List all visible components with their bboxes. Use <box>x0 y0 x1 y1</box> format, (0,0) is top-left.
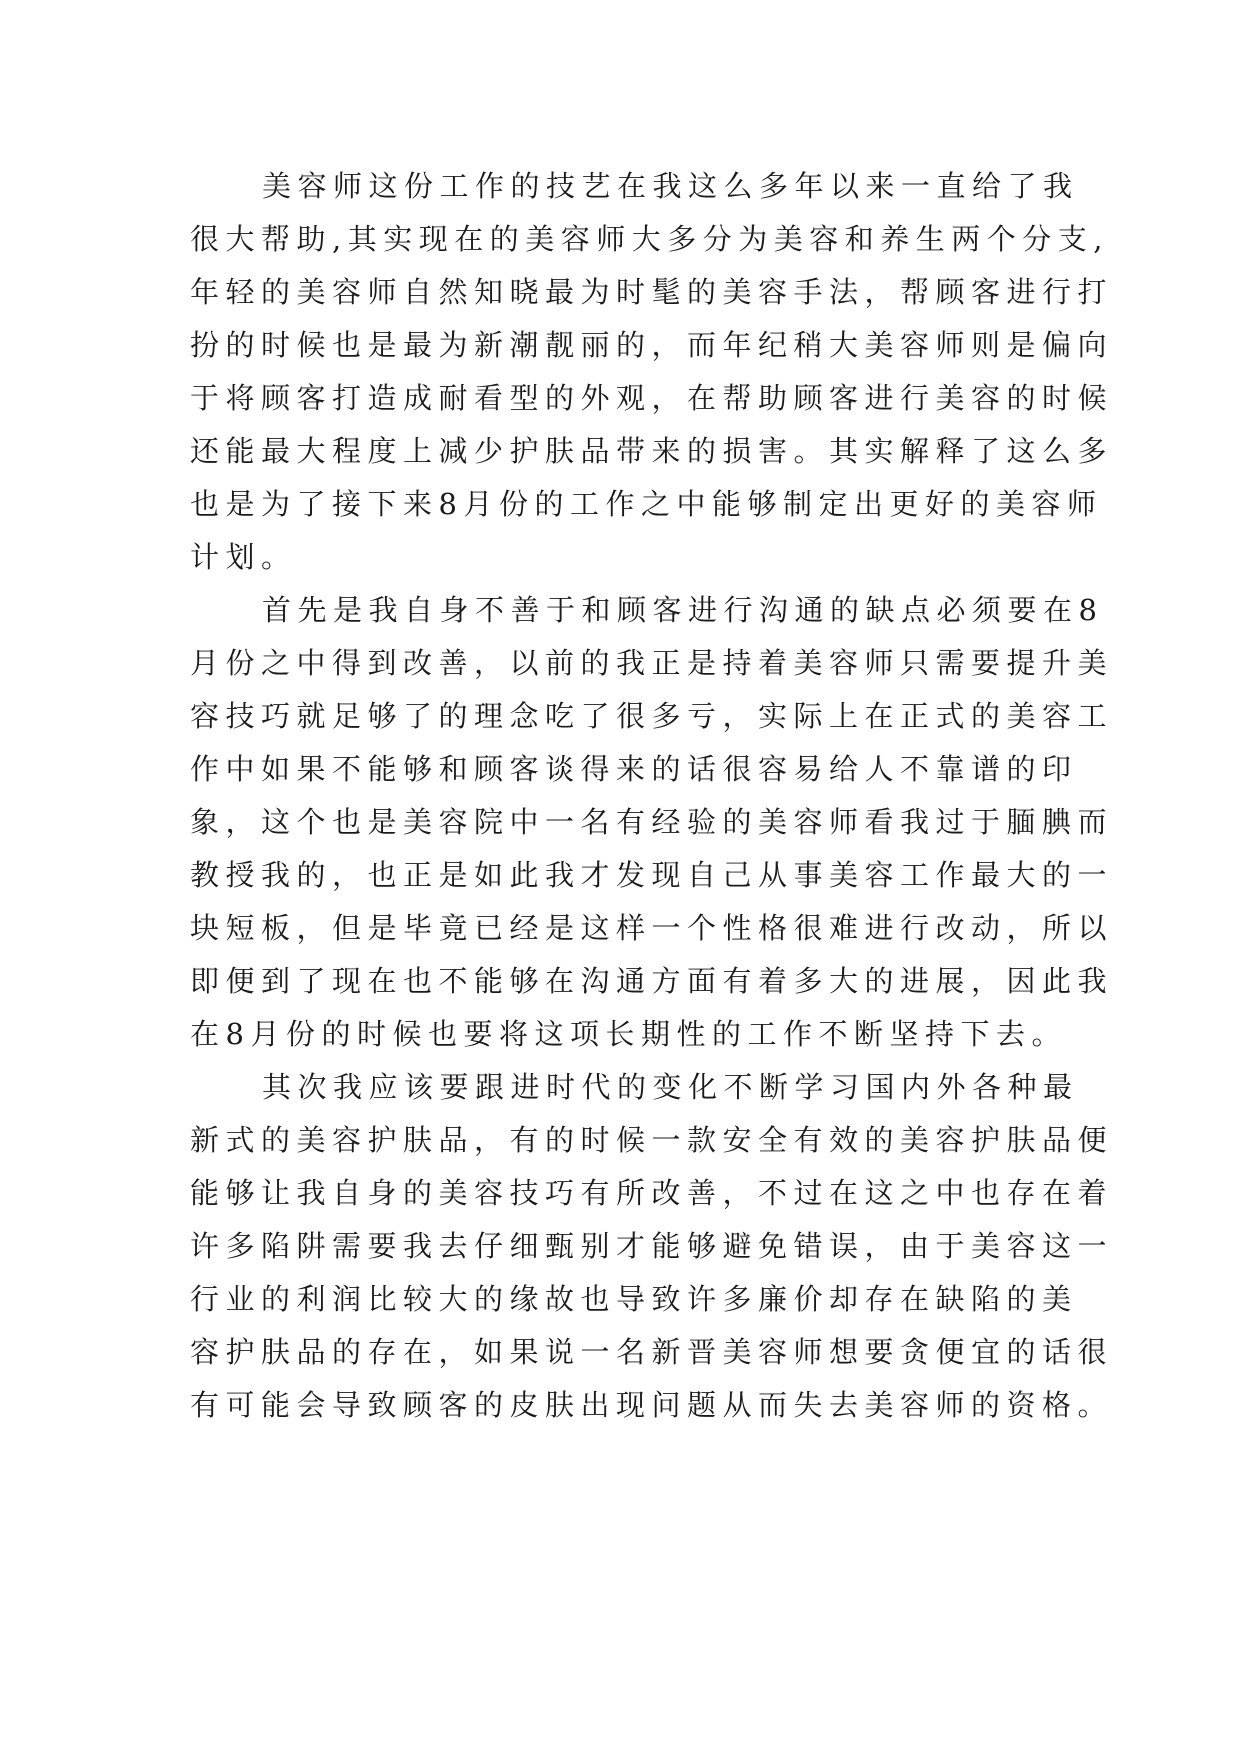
text-line: 容技巧就足够了的理念吃了很多亏，实际上在正式的美容工 <box>190 699 1114 733</box>
paragraph-3 <box>190 1061 1114 1432</box>
text-line: 扮的时候也是最为新潮靓丽的，而年纪稍大美容师则是偏向 <box>190 328 1114 362</box>
paragraph-1 <box>190 160 1114 584</box>
text-line: 在8月份的时候也要将这项长期性的工作不断坚持下去。 <box>190 1017 1067 1051</box>
text-line: 教授我的，也正是如此我才发现自己从事美容工作最大的一 <box>190 858 1114 892</box>
text-line: 有可能会导致顾客的皮肤出现问题从而失去美容师的资格。 <box>190 1388 1114 1422</box>
text-line: 首先是我自身不善于和顾客进行沟通的缺点必须要在8 <box>262 593 1104 627</box>
text-line: 作中如果不能够和顾客谈得来的话很容易给人不靠谱的印 <box>190 752 1078 786</box>
text-line: 其次我应该要跟进时代的变化不断学习国内外各种最 <box>262 1070 1079 1104</box>
document-body <box>190 160 1114 1432</box>
text-line: 很大帮助,其实现在的美容师大多分为美容和养生两个分支, <box>190 222 1109 256</box>
text-line: 月份之中得到改善，以前的我正是持着美容师只需要提升美 <box>190 646 1114 680</box>
text-line: 于将顾客打造成耐看型的外观，在帮助顾客进行美容的时候 <box>190 381 1114 415</box>
text-line: 计划。 <box>190 540 297 574</box>
text-line: 象，这个也是美容院中一名有经验的美容师看我过于腼腆而 <box>190 805 1114 839</box>
text-line: 即便到了现在也不能够在沟通方面有着多大的进展，因此我 <box>190 964 1114 998</box>
text-line: 行业的利润比较大的缘故也导致许多廉价却存在缺陷的美 <box>190 1282 1078 1316</box>
paragraph-2 <box>190 584 1114 1061</box>
text-line: 年轻的美容师自然知晓最为时髦的美容手法，帮顾客进行打 <box>190 275 1114 309</box>
text-line: 新式的美容护肤品，有的时候一款安全有效的美容护肤品便 <box>190 1123 1114 1157</box>
text-line: 也是为了接下来8月份的工作之中能够制定出更好的美容师 <box>190 487 1103 521</box>
text-line: 还能最大程度上减少护肤品带来的损害。其实解释了这么多 <box>190 434 1114 468</box>
text-line: 许多陷阱需要我去仔细甄别才能够避免错误，由于美容这一 <box>190 1229 1114 1263</box>
text-line: 容护肤品的存在，如果说一名新晋美容师想要贪便宜的话很 <box>190 1335 1114 1369</box>
text-line: 块短板，但是毕竟已经是这样一个性格很难进行改动，所以 <box>190 911 1114 945</box>
text-line: 美容师这份工作的技艺在我这么多年以来一直给了我 <box>262 169 1079 203</box>
text-line: 能够让我自身的美容技巧有所改善，不过在这之中也存在着 <box>190 1176 1114 1210</box>
